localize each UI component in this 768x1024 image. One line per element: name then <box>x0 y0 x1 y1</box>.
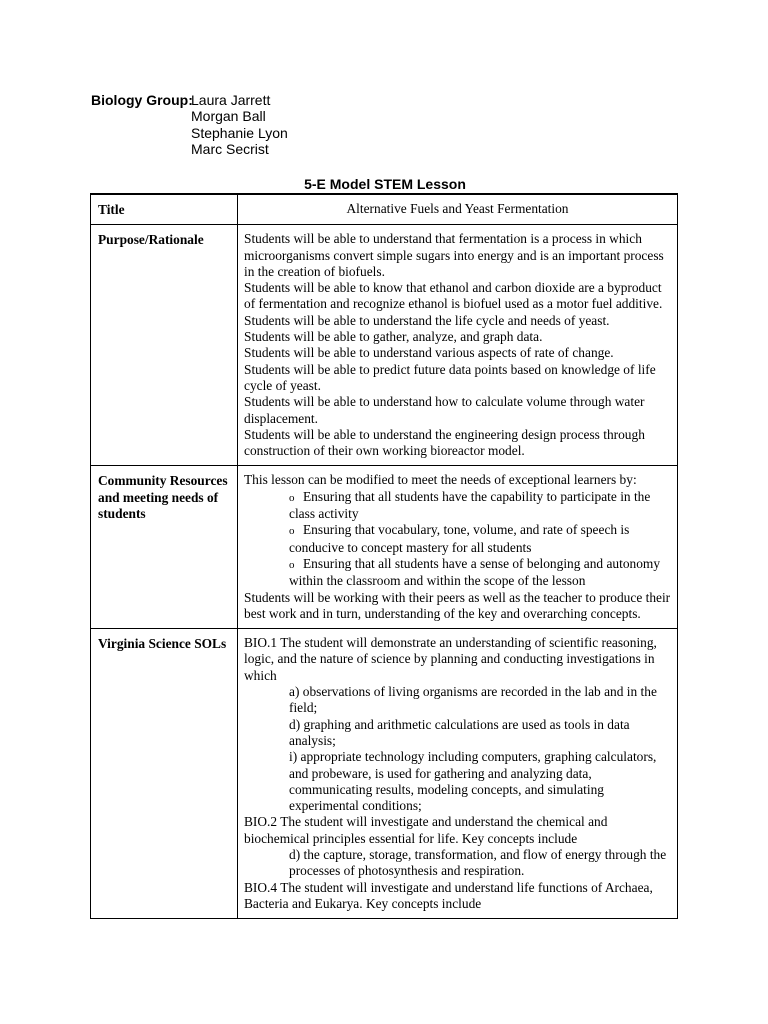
group-members <box>191 92 288 158</box>
bullet-text: Ensuring that all students have the capability to participate in the class activity <box>289 488 651 522</box>
sol-item: d) the capture, storage, transformation, and flow of energy through the processes of photosynthesis and respiration. <box>289 846 667 879</box>
purpose-content <box>238 225 678 466</box>
sol-item: d) graphing and arithmetic calculations are used as tools in data analysis; <box>289 716 630 748</box>
table-row-purpose <box>91 225 678 466</box>
table-row-community <box>91 466 678 629</box>
community-bullet <box>244 489 671 523</box>
purpose-line: Students will be able to understand various aspects of rate of change. <box>244 345 614 361</box>
purpose-line: Students will be able to understand the engineering design process through construction of their own working bioreactor model. <box>244 426 645 459</box>
bullet-marker: o <box>289 491 295 504</box>
community-bullet <box>244 522 671 556</box>
document-title: 5-E Model STEM Lesson <box>304 176 466 192</box>
community-content <box>238 466 678 629</box>
group-member: Marc Secrist <box>191 141 269 158</box>
group-label: Biology Group: <box>91 92 193 108</box>
row-label-purpose: Purpose/Rationale <box>91 225 238 466</box>
sol-bio4: BIO.4 The student will investigate and understand life functions of Archaea, Bacteria and Eukarya. Key concepts include <box>244 879 653 911</box>
table-row-title <box>91 194 678 225</box>
purpose-line: Students will be able to gather, analyze, and graph data. <box>244 329 543 345</box>
bullet-marker: o <box>289 525 295 538</box>
sol-bio2: BIO.2 The student will investigate and understand the chemical and biochemical principles essential for life. Key concepts include <box>244 814 608 846</box>
purpose-line: Students will be able to understand how to calculate volume through water displacement. <box>244 394 645 426</box>
bullet-text: Ensuring that all students have a sense of belonging and autonomy within the classroom and within the scope of the lesson <box>289 555 661 589</box>
bullet-text: Ensuring that vocabulary, tone, volume, and rate of speech is conducive to concept mastery for all students <box>289 522 630 555</box>
group-member: Morgan Ball <box>191 108 266 125</box>
sol-item: i) appropriate technology including computers, graphing calculators, and probeware, is used for gathering and analyzing data, communicating results, modeling concepts, and simulating experimental conditions; <box>289 749 657 814</box>
purpose-line: Students will be able to understand that fermentation is a process in which microorganisms convert simple sugars into energy and is an important process in the creation of biofuels. <box>244 231 664 279</box>
row-label-sols: Virginia Science SOLs <box>91 629 238 919</box>
row-label-title: Title <box>91 194 238 225</box>
purpose-line: Students will be able to understand the life cycle and needs of yeast. <box>244 312 610 328</box>
table-row-sols <box>91 629 678 919</box>
group-member: Stephanie Lyon <box>191 124 288 141</box>
biology-group-block <box>91 92 288 158</box>
sols-content <box>238 629 678 919</box>
community-closing: Students will be working with their peers as well as the teacher to produce their best work and in turn, understanding of the key and overarching concepts. <box>244 589 671 621</box>
lesson-title-value: Alternative Fuels and Yeast Fermentation <box>238 194 678 225</box>
row-label-community: Community Resources and meeting needs of students <box>91 466 238 629</box>
community-intro: This lesson can be modified to meet the needs of exceptional learners by: <box>244 472 637 488</box>
purpose-line: Students will be able to know that ethanol and carbon dioxide are a byproduct of fermentation and recognize ethanol is biofuel used as a motor fuel additive. <box>244 280 663 312</box>
group-member: Laura Jarrett <box>191 92 271 108</box>
sol-item: a) observations of living organisms are recorded in the lab and in the field; <box>289 684 657 716</box>
lesson-table <box>90 193 678 919</box>
sol-bio1: BIO.1 The student will demonstrate an understanding of scientific reasoning, logic, and the nature of science by planning and conducting investigations in which <box>244 635 657 683</box>
bullet-marker: o <box>289 558 295 571</box>
community-bullet <box>244 556 671 590</box>
purpose-line: Students will be able to predict future data points based on knowledge of life cycle of yeast. <box>244 361 656 393</box>
